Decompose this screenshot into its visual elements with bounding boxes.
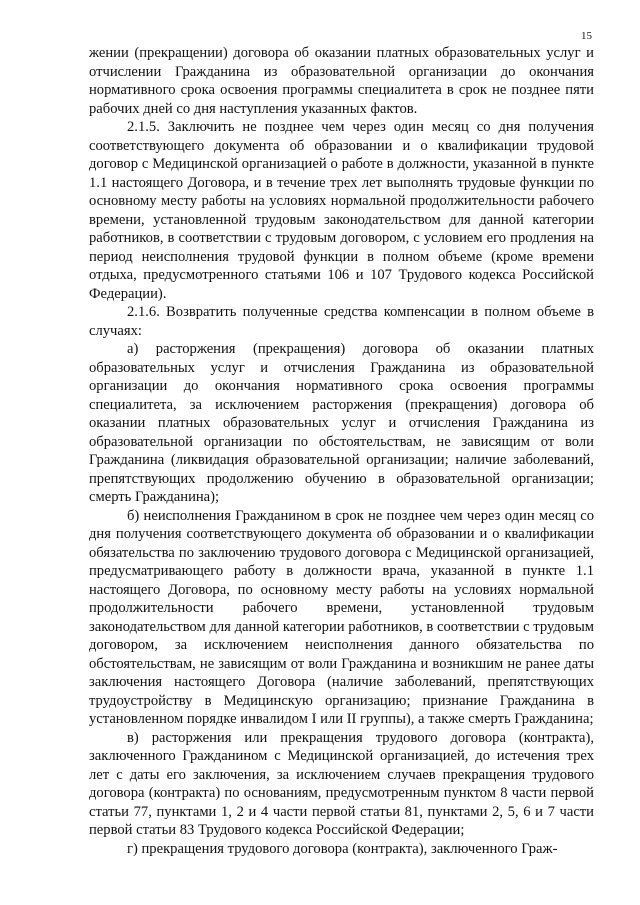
paragraph-continuation: жении (прекращении) договора об оказании платных образовательных услуг и отчислении Гражданина из образовательной организации до окончания нормативного срока освоения программы специалитета в срок не позднее пяти рабочих дней со дня наступления указанных фактов. xyxy=(89,45,594,117)
paragraph-clause-2-1-5: 2.1.5. Заключить не позднее чем через один месяц со дня получения соответствующего документа об образовании и о квалификации трудовой договор с Медицинской организацией о работе в должности, указанной в пункте 1.1 настоящего Договора, и в течение трех лет выполнять трудовые функции по основному месту работы на условиях нормальной продолжительности рабочего времени, установленной трудовым законодательством для данной категории работников, в соответствии с трудовым договором, с условием его продления на период неисполнения трудовой функции в полном объеме (кроме времени отдыха, предусмотренного статьями 106 и 107 Трудового кодекса Российской Федерации). xyxy=(89,119,594,302)
paragraph-item-a: а) расторжения (прекращения) договора об оказании платных образовательных услуг и отчисления Гражданина из образовательной организации до окончания нормативного срока освоения программы специалитета, за исключением расторжения (прекращения) договора об оказании платных образовательных услуг и отчисления Гражданина из образовательной организации по обстоятельствам, не зависящим от воли Гражданина (ликвидация образовательной организации; наличие заболеваний, препятствующих продолжению обучению в образовательной организации; смерть Гражданина); xyxy=(89,341,594,505)
page-number: 15 xyxy=(581,30,592,42)
paragraph-item-g: г) прекращения трудового договора (контракта), заключенного Граж- xyxy=(127,840,558,857)
paragraph-clause-2-1-6: 2.1.6. Возвратить полученные средства компенсации в полном объеме в случаях: xyxy=(89,304,594,339)
document-body xyxy=(89,44,594,858)
paragraph-item-b: б) неисполнения Гражданином в срок не позднее чем через один месяц со дня получения соответствующего документа об образовании и о квалификации обязательства по заключению трудового договора с Медицинской организацией, предусматривающего работу в должности врача, указанной в пункте 1.1 настоящего Договора, по основному месту работы на условиях нормальной продолжительности рабочего времени, установленной трудовым законодательством для данной категории работников, в соответствии с трудовым договором, за исключением неисполнения данного обязательства по обстоятельствам, не зависящим от воли Гражданина и возникшим не ранее даты заключения настоящего Договора (наличие заболеваний, препятствующих трудоустройству в Медицинскую организацию; признание Гражданина в установленном порядке инвалидом I или II группы), а также смерть Гражданина; xyxy=(89,507,594,727)
paragraph-item-v: в) расторжения или прекращения трудового договора (контракта), заключенного Гражданином с Медицинской организацией, до истечения трех лет с даты его заключения, за исключением случаев прекращения трудового договора (контракта) по основаниям, предусмотренным пунктом 8 части первой статьи 77, пунктами 1, 2 и 4 части первой статьи 81, пунктами 2, 5, 6 и 7 части первой статьи 83 Трудового кодекса Российской Федерации; xyxy=(89,729,594,838)
